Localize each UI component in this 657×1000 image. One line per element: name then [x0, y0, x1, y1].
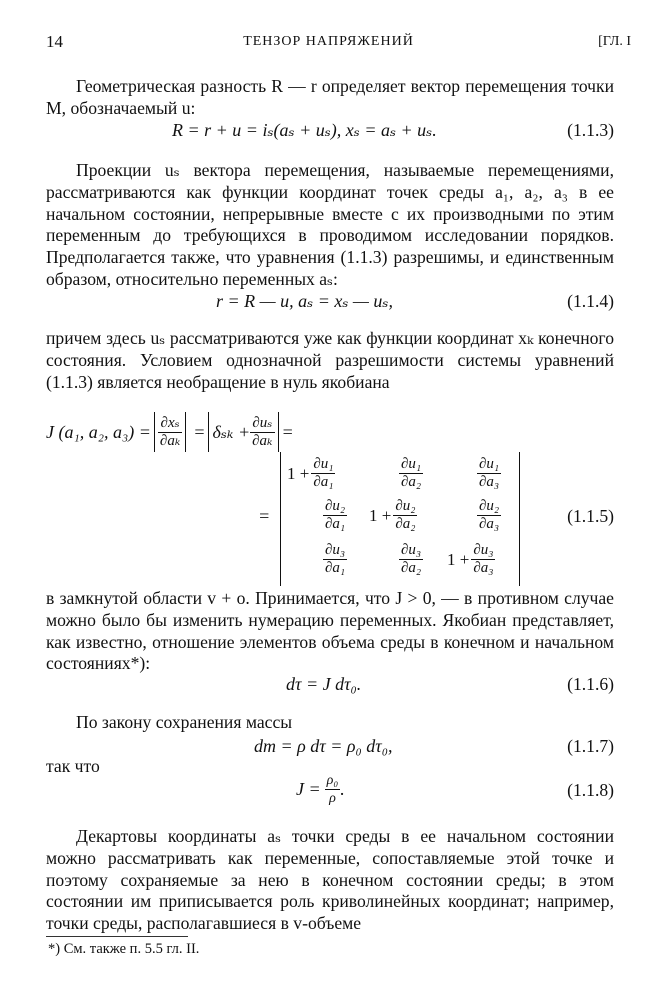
equation-1-1-4: r = R — u, aₛ = xₛ — uₛ,	[216, 291, 393, 311]
paragraph-3: причем здесь uₛ рассматриваются уже как функции координат xₖ конечного состояния. Условием однозначной разрешимости системы уравнений (1.1.3) является необращение в нуль якобиана	[46, 328, 614, 392]
jacobian-definition	[46, 412, 294, 452]
jacobian-matrix	[280, 452, 520, 586]
equation-1-1-8: J = $\frac{\text{ρ₀}}{\rho}$ .	[296, 773, 345, 806]
matrix-cell-11: 1 + $\frac{\text{∂u₁}}{\text{∂a₁}}$	[287, 456, 334, 490]
equation-number-1-1-8: (1.1.8)	[567, 780, 614, 800]
chapter-label: [ГЛ. I	[598, 34, 631, 49]
matrix-cell-12: $\frac{\text{∂u₁}}{\text{∂a₂}}$	[401, 456, 422, 490]
paragraph-4: в замкнутой области v + o. Принимается, что J > 0, — в противном случае можно было бы изменить нумерацию переменных. Якобиан представляет, как известно, отношение элементов объема среды в конечном и начальном состояниях*):	[46, 588, 614, 674]
paragraph-2: Проекции uₛ вектора перемещения, называемые перемещениями, рассматриваются как функции координат точек среды a₁, a₂, a₃ в ее начальном состоянии, непрерывные вместе с их производными по этим переменным до требующихся в проводимом исследовании порядков. Предполагается также, что уравнения (1.1.3) разрешимы, и единственным образом, относительно переменных aₛ:	[46, 160, 614, 289]
paragraph-6: так что	[46, 756, 100, 776]
matrix-cell-13: $\frac{\text{∂u₁}}{\text{∂a₃}}$	[479, 456, 500, 490]
footnote-divider	[46, 936, 188, 937]
paragraph-5: По закону сохранения массы	[76, 712, 293, 732]
paragraph-1: Геометрическая разность R — r определяет вектор перемещения точки M, обозначаемый u:	[46, 76, 614, 118]
matrix-cell-32: $\frac{\text{∂u₃}}{\text{∂a₂}}$	[401, 542, 422, 576]
fraction-dus-dak: $\frac{\text{∂uₛ}}{\text{∂aₖ}}$	[252, 414, 273, 449]
matrix-cell-33: 1 + $\frac{\text{∂u₃}}{\text{∂a₃}}$	[447, 542, 494, 576]
equation-number-1-1-6: (1.1.6)	[567, 674, 614, 694]
matrix-cell-21: $\frac{\text{∂u₂}}{\text{∂a₁}}$	[325, 498, 346, 532]
kronecker-delta: δₛₖ +	[212, 421, 251, 442]
equation-1-1-7: dm = ρ dτ = ρ₀ dτ₀,	[254, 736, 393, 756]
matrix-cell-31: $\frac{\text{∂u₃}}{\text{∂a₁}}$	[325, 542, 346, 576]
jacobian-lhs: J (a₁, a₂, a₃) =	[46, 421, 151, 442]
matrix-equals: =	[258, 506, 271, 526]
paragraph-7: Декартовы координаты aₛ точки среды в ее начальном состоянии можно рассматривать как переменные, сопоставляемые этой точке и поэтому сохраняемые за нею в конечном состоянии среды; в этом состоянии им приписывается роль криволинейных координат; например, точки среды, располагавшиеся в v-объеме	[46, 826, 614, 934]
equation-1-1-3: R = r + u = iₛ(aₛ + uₛ), xₛ = aₛ + uₛ.	[172, 120, 437, 140]
matrix-cell-23: $\frac{\text{∂u₂}}{\text{∂a₃}}$	[479, 498, 500, 532]
equation-number-1-1-3: (1.1.3)	[567, 120, 614, 140]
equals-sign: =	[193, 421, 206, 442]
equals-sign-trailing: =	[281, 421, 294, 442]
equation-number-1-1-4: (1.1.4)	[567, 291, 614, 311]
equation-number-1-1-7: (1.1.7)	[567, 736, 614, 756]
equation-number-1-1-5: (1.1.5)	[567, 506, 614, 526]
running-title: ТЕНЗОР НАПРЯЖЕНИЙ	[243, 34, 414, 49]
fraction-dxs-dak: $\frac{\text{∂xₛ}}{\text{∂aₖ}}$	[159, 414, 181, 449]
footnote: *) См. также п. 5.5 гл. II.	[48, 941, 200, 957]
page-number: 14	[46, 32, 63, 51]
equation-1-1-6: dτ = J dτ₀.	[286, 674, 362, 694]
matrix-cell-22: 1 + $\frac{\text{∂u₂}}{\text{∂a₂}}$	[369, 498, 416, 532]
